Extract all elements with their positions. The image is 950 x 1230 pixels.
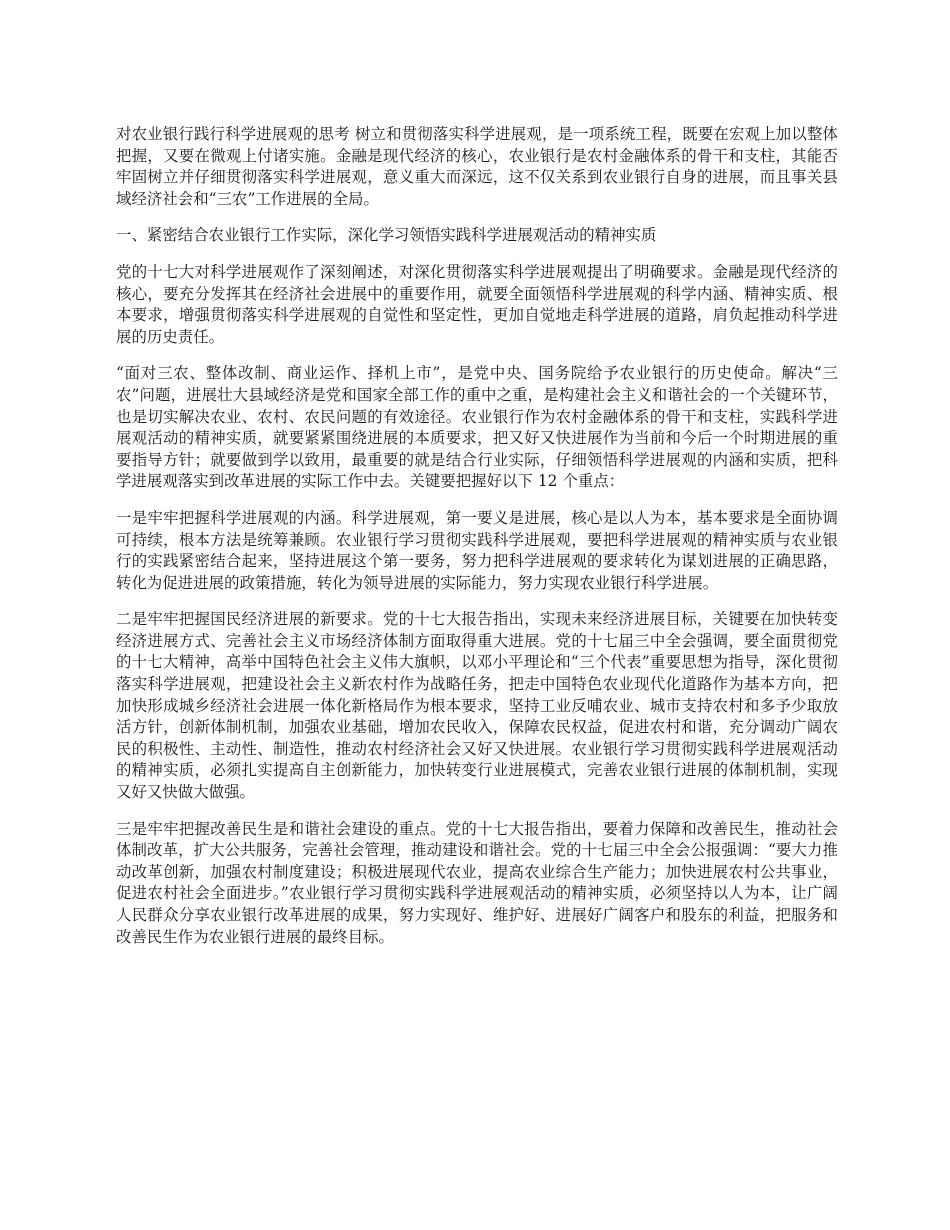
- point-three-paragraph: 三是牢牢把握改善民生是和谐社会建设的重点。党的十七大报告指出，要着力保障和改善民生，推动社会体制改革，扩大公共服务，完善社会管理，推动建设和谐社会。党的十七届三中全会公报强调：“要大力推动改革创新，加强农村制度建设；积极进展现代农业，提高农业综合生产能力；加快进展农村公共事业，促进农村社会全面进步。”农业银行学习贯彻实践科学进展观活动的精神实质，必须坚持以人为本，让广阔人民群众分享农业银行改革进展的成果，努力实现好、维护好、进展好广阔客户和股东的利益，把服务和改善民生作为农业银行进展的最终目标。: [116, 819, 838, 946]
- document-page: [116, 124, 838, 963]
- section-heading: 一、紧密结合农业银行工作实际，深化学习领悟实践科学进展观活动的精神实质: [116, 226, 657, 245]
- body-paragraph: “面对三农、整体改制、商业运作、择机上市”，是党中央、国务院给予农业银行的历史使命。解决“三农”问题，进展壮大县域经济是党和国家全部工作的重中之重，是构建社会主义和谐社会的一个关键环节，也是切实解决农业、农村、农民问题的有效途径。农业银行作为农村金融体系的骨干和支柱，实践科学进展观活动的精神实质，就要紧紧围绕进展的本质要求，把又好又快进展作为当前和今后一个时期进展的重要指导方针；就要做到学以致用，最重要的就是结合行业实际，仔细领悟科学进展观的内涵和实质，把科学进展观落实到改革进展的实际工作中去。关键要把握好以下 12 个重点：: [116, 364, 838, 491]
- point-two-paragraph: 二是牢牢把握国民经济进展的新要求。党的十七大报告指出，实现未来经济进展目标，关键要在加快转变经济进展方式、完善社会主义市场经济体制方面取得重大进展。党的十七届三中全会强调，要全面贯彻党的十七大精神，高举中国特色社会主义伟大旗帜，以邓小平理论和“三个代表”重要思想为指导，深化贯彻落实科学进展观，把建设社会主义新农村作为战略任务，把走中国特色农业现代化道路作为基本方向，把加快形成城乡经济社会进展一体化新格局作为根本要求，坚持工业反哺农业、城市支持农村和多予少取放活方针，创新体制机制，加强农业基础，增加农民收入，保障农民权益，促进农村和谐，充分调动广阔农民的积极性、主动性、制造性，推动农村经济社会又好又快进展。农业银行学习贯彻实践科学进展观活动的精神实质，必须扎实提高自主创新能力，加快转变行业进展模式，完善农业银行进展的体制机制，实现又好又快做大做强。: [116, 610, 838, 802]
- intro-paragraph: 对农业银行践行科学进展观的思考 树立和贯彻落实科学进展观，是一项系统工程，既要在宏观上加以整体把握，又要在微观上付诸实施。金融是现代经济的核心，农业银行是农村金融体系的骨干和支柱，其能否牢固树立并仔细贯彻落实科学进展观，意义重大而深远，这不仅关系到农业银行自身的进展，而且事关县域经济社会和“三农”工作进展的全局。: [116, 125, 838, 208]
- body-paragraph: 党的十七大对科学进展观作了深刻阐述，对深化贯彻落实科学进展观提出了明确要求。金融是现代经济的核心，要充分发挥其在经济社会进展中的重要作用，就要全面领悟科学进展观的科学内涵、精神实质、根本要求，增强贯彻落实科学进展观的自觉性和坚定性，更加自觉地走科学进展的道路，肩负起推动科学进展的历史责任。: [116, 262, 838, 346]
- point-one-paragraph: 一是牢牢把握科学进展观的内涵。科学进展观，第一要义是进展，核心是以人为本，基本要求是全面协调可持续，根本方法是统筹兼顾。农业银行学习贯彻实践科学进展观，要把科学进展观的精神实质与农业银行的实践紧密结合起来，坚持进展这个第一要务，努力把科学进展观的要求转化为谋划进展的正确思路，转化为促进进展的政策措施，转化为领导进展的实际能力，努力实现农业银行科学进展。: [116, 508, 838, 592]
